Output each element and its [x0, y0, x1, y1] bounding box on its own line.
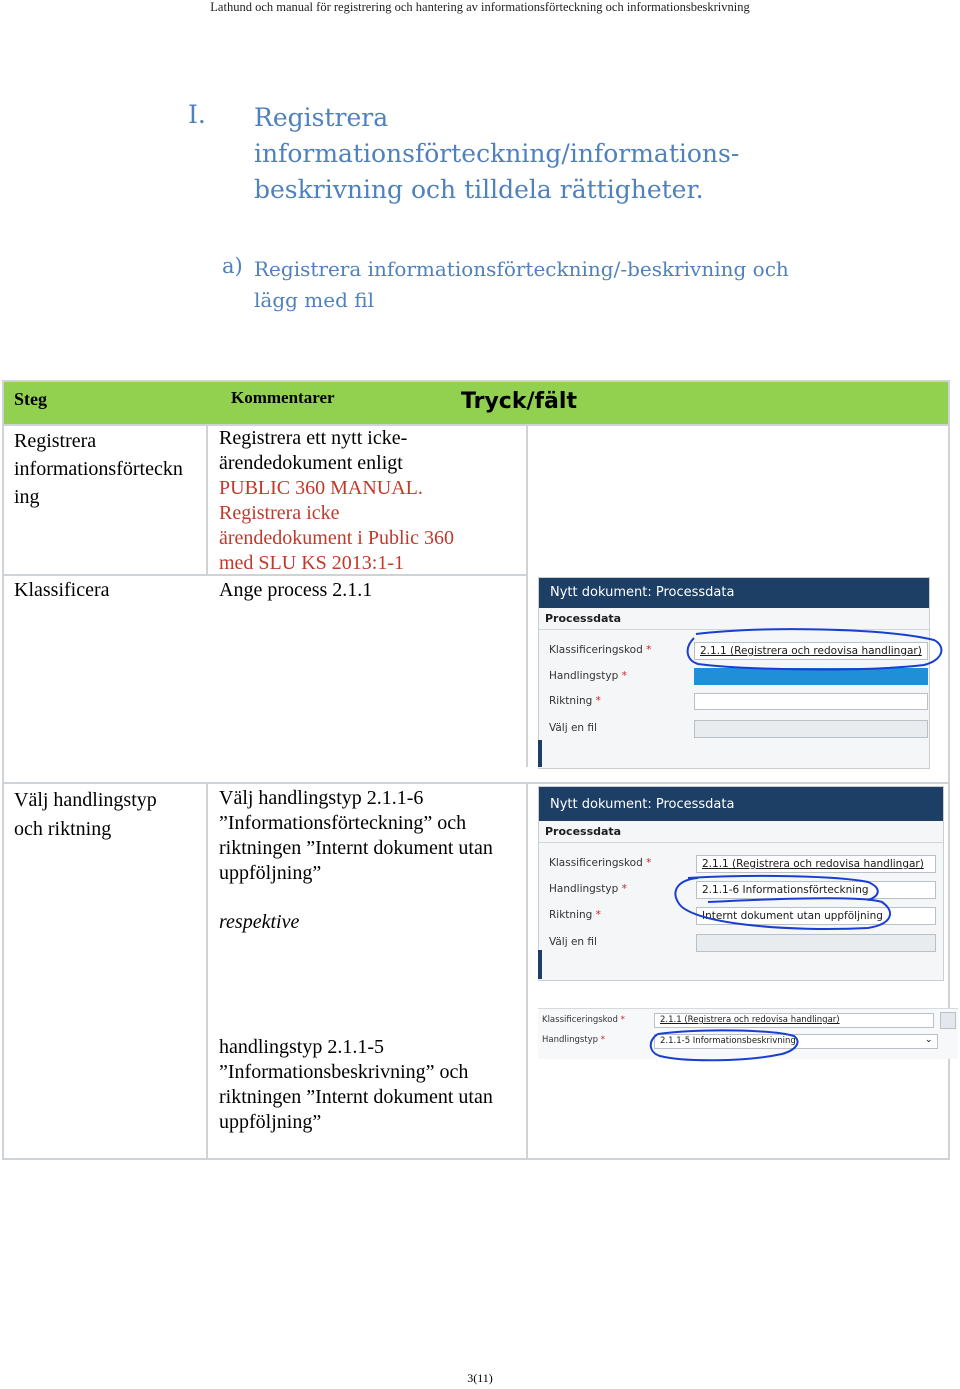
- section-processdata: Processdata: [539, 821, 943, 843]
- handlingstyp-field[interactable]: 2.1.1-6 Informationsförteckning: [696, 881, 936, 899]
- klassificeringskod-field[interactable]: 2.1.1 (Registrera och redovisa handlingar): [694, 642, 928, 660]
- manual-link-line: Registrera icke: [219, 502, 340, 524]
- heading1: [254, 100, 814, 208]
- row3-comment-line: riktningen ”Internt dokument utan: [219, 837, 493, 859]
- heading1-line: beskrivning och tilldela rättigheter.: [254, 175, 704, 204]
- row3-step: [14, 786, 157, 844]
- row3-comment-line: uppföljning”: [219, 862, 322, 884]
- edit-icon[interactable]: [940, 1012, 956, 1029]
- chevron-down-icon[interactable]: ⌄: [925, 1035, 933, 1045]
- dialog-title: Nytt dokument: Processdata: [539, 787, 943, 821]
- heading1-number: I.: [188, 100, 206, 129]
- manual-link[interactable]: [219, 476, 454, 576]
- ink-circle-3: [644, 1026, 804, 1066]
- label-riktning: Riktning *: [549, 695, 601, 707]
- klassificeringskod-field[interactable]: 2.1.1 (Registrera och redovisa handlingar): [654, 1013, 934, 1028]
- running-header: Lathund och manual för registrering och hantering av informationsförteckning och informationsbeskrivning: [210, 0, 750, 14]
- row2-step: Klassificera: [14, 579, 110, 601]
- label-klassificeringskod: Klassificeringskod *: [542, 1015, 625, 1025]
- row1-comment-line: ärendedokument enligt: [219, 452, 403, 474]
- row3-step-line: Välj handlingstyp: [14, 789, 157, 811]
- label-valj-fil: Välj en fil: [549, 936, 597, 948]
- ink-circle-2: [668, 872, 900, 936]
- heading2-number: a): [222, 254, 243, 278]
- row1-comment-line: Registrera ett nytt icke-: [219, 427, 408, 449]
- table-border-top: [2, 380, 950, 382]
- label-klassificeringskod: Klassificeringskod *: [549, 857, 652, 869]
- row3-comment2: [219, 1035, 493, 1135]
- respektive-text: respektive: [219, 911, 300, 933]
- label-handlingstyp: Handlingstyp *: [542, 1035, 606, 1045]
- row3-comment2-line: uppföljning”: [219, 1111, 322, 1133]
- file-field[interactable]: [694, 720, 928, 738]
- heading1-line: Registrera: [254, 103, 389, 132]
- row1-comment: [219, 426, 454, 576]
- heading2: [254, 254, 824, 316]
- row1-step-line: informationsförteckn: [14, 458, 183, 480]
- riktning-field[interactable]: [694, 693, 928, 710]
- screenshot-edge: [538, 950, 542, 979]
- label-handlingstyp: Handlingstyp *: [549, 670, 627, 682]
- ink-circle-1: [684, 626, 946, 672]
- label-riktning: Riktning *: [549, 909, 601, 921]
- column-header-tryck: Tryck/fält: [461, 389, 577, 414]
- column-header-steg: Steg: [14, 389, 47, 409]
- row3-comment-line: Välj handlingstyp 2.1.1-6: [219, 787, 424, 809]
- handlingstyp-dropdown[interactable]: 2.1.1-5 Informationsbeskrivning: [654, 1034, 938, 1049]
- column-header-kommentarer: Kommentarer: [231, 388, 335, 407]
- table-row-divider: [2, 424, 950, 426]
- table-border-left: [2, 381, 4, 1160]
- row3-comment2-line: ”Informationsbeskrivning” och: [219, 1061, 469, 1083]
- table-row-divider: [2, 782, 950, 784]
- heading2-line: lägg med fil: [254, 288, 374, 312]
- row1-step-line: ing: [14, 486, 40, 508]
- manual-link-line: PUBLIC 360 MANUAL.: [219, 477, 423, 499]
- table-divider: [206, 424, 208, 574]
- dialog-title: Nytt dokument: Processdata: [539, 578, 929, 608]
- row1-step-line: Registrera: [14, 430, 97, 452]
- label-klassificeringskod: Klassificeringskod *: [549, 644, 652, 656]
- table-border-bottom: [2, 1158, 950, 1160]
- page-number: 3(11): [467, 1371, 493, 1385]
- manual-link-line: ärendedokument i Public 360: [219, 527, 454, 549]
- label-handlingstyp: Handlingstyp *: [549, 883, 627, 895]
- row3-comment-line: ”Informationsförteckning” och: [219, 812, 467, 834]
- row2-comment: Ange process 2.1.1: [219, 579, 373, 601]
- table-divider: [526, 783, 528, 1159]
- riktning-field[interactable]: Internt dokument utan uppföljning: [696, 907, 936, 925]
- file-field[interactable]: [696, 934, 936, 952]
- row3-comment2-line: riktningen ”Internt dokument utan: [219, 1086, 493, 1108]
- section-processdata: Processdata: [539, 608, 929, 630]
- heading2-line: Registrera informationsförteckning/-beskrivning och: [254, 257, 789, 281]
- row3-comment2-line: handlingstyp 2.1.1-5: [219, 1036, 384, 1058]
- table-divider: [526, 424, 528, 767]
- screenshot-edge: [538, 740, 542, 767]
- row1-step: [14, 427, 183, 511]
- heading1-line: informationsförteckning/informations-: [254, 139, 740, 168]
- klassificeringskod-field[interactable]: 2.1.1 (Registrera och redovisa handlingar): [696, 855, 936, 873]
- manual-link-line: med SLU KS 2013:1-1: [219, 552, 404, 574]
- row3-comment: [219, 786, 493, 886]
- table-divider: [206, 783, 208, 1159]
- label-valj-fil: Välj en fil: [549, 722, 597, 734]
- row3-step-line: och riktning: [14, 818, 112, 840]
